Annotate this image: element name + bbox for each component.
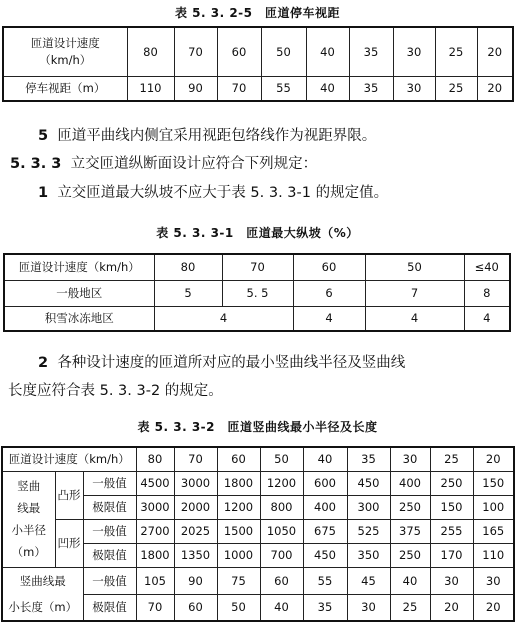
convex-limit-cell: 300 (347, 495, 390, 519)
concave-general-cell: 2025 (174, 519, 217, 543)
general-value-label: 一般值 (83, 471, 136, 495)
convex-limit-cell: 2000 (174, 495, 217, 519)
clause-5-3-3 (10, 152, 317, 173)
grade-speed-cell: 80 (154, 254, 222, 280)
clause-5-number: 5 (38, 128, 49, 144)
curve-speed-cell: 80 (136, 447, 174, 471)
concave-limit-cell: 1800 (136, 543, 174, 567)
concave-limit-cell: 170 (430, 543, 473, 567)
distance-cell: 25 (435, 76, 477, 101)
distance-cell: 110 (127, 76, 174, 101)
min-radius-label-line3: 小半径 (11, 523, 46, 537)
convex-limit-cell: 1200 (217, 495, 260, 519)
general-grade-cell: 5. 5 (222, 280, 293, 306)
concave-general-cell: 1500 (217, 519, 260, 543)
convex-general-cell: 250 (430, 471, 473, 495)
snow-area-label: 积雪冰冻地区 (4, 306, 154, 331)
grade-speed-cell: 70 (222, 254, 293, 280)
distance-cell: 20 (477, 76, 513, 101)
concave-limit-cell: 110 (473, 543, 514, 567)
concave-general-cell: 165 (473, 519, 514, 543)
convex-label: 凸形 (55, 471, 83, 519)
grade-speed-header: 匝道设计速度（km/h） (4, 254, 154, 280)
length-limit-cell: 35 (303, 594, 347, 621)
concave-general-cell: 1050 (260, 519, 303, 543)
convex-general-cell: 400 (390, 471, 430, 495)
min-radius-label-line2: 线最 (17, 501, 41, 515)
concave-label: 凹形 (55, 519, 83, 567)
length-limit-cell: 60 (174, 594, 217, 621)
distance-cell: 35 (349, 76, 393, 101)
convex-limit-cell: 150 (430, 495, 473, 519)
min-radius-label-line1: 竖曲 (17, 479, 41, 493)
stopping-distance-label: 停车视距（m） (3, 76, 127, 101)
convex-general-cell: 3000 (174, 471, 217, 495)
curve-speed-cell: 35 (347, 447, 390, 471)
length-limit-cell: 20 (430, 594, 473, 621)
grade-speed-cell: 50 (365, 254, 464, 280)
general-area-label: 一般地区 (4, 280, 154, 306)
speed-cell: 70 (174, 27, 217, 76)
curve-speed-cell: 70 (174, 447, 217, 471)
distance-cell: 40 (306, 76, 349, 101)
distance-cell: 70 (217, 76, 261, 101)
length-limit-cell: 30 (347, 594, 390, 621)
convex-general-cell: 450 (347, 471, 390, 495)
limit-value-label: 极限值 (83, 543, 136, 567)
concave-limit-cell: 1000 (217, 543, 260, 567)
curve-speed-header: 匝道设计速度（km/h） (2, 447, 136, 471)
concave-general-cell: 525 (347, 519, 390, 543)
clause-1-number: 1 (38, 185, 49, 201)
clause-5-3-3-text: 立交匝道纵断面设计应符合下列规定： (70, 156, 318, 172)
concave-limit-cell: 350 (347, 543, 390, 567)
general-grade-cell: 5 (154, 280, 222, 306)
min-length-label (2, 567, 83, 621)
concave-limit-cell: 450 (303, 543, 347, 567)
stopping-sight-distance-table (2, 26, 514, 102)
convex-general-cell: 150 (473, 471, 514, 495)
snow-grade-cell: 4 (154, 306, 293, 331)
min-radius-label (2, 471, 55, 567)
speed-cell: 35 (349, 27, 393, 76)
length-limit-cell: 20 (473, 594, 514, 621)
length-general-cell: 60 (260, 567, 303, 594)
general-grade-cell: 8 (464, 280, 510, 306)
concave-limit-cell: 1350 (174, 543, 217, 567)
vertical-curve-table (1, 446, 515, 622)
convex-limit-cell: 800 (260, 495, 303, 519)
convex-general-cell: 600 (303, 471, 347, 495)
curve-speed-cell: 60 (217, 447, 260, 471)
convex-limit-cell: 400 (303, 495, 347, 519)
clause-1-text: 立交匝道最大纵坡不应大于表 5. 3. 3-1 的规定值。 (57, 185, 389, 201)
convex-limit-cell: 100 (473, 495, 514, 519)
distance-cell: 55 (261, 76, 306, 101)
table-5-3-3-1-caption: 表 5. 3. 3-1 匝道最大纵坡（%） (156, 226, 359, 240)
speed-cell: 30 (393, 27, 435, 76)
length-general-cell: 30 (473, 567, 514, 594)
grade-speed-cell: ≤40 (464, 254, 510, 280)
speed-cell: 25 (435, 27, 477, 76)
concave-limit-cell: 700 (260, 543, 303, 567)
length-limit-cell: 70 (136, 594, 174, 621)
clause-2-text-1: 各种设计速度的匝道所对应的最小竖曲线半径及竖曲线 (57, 355, 406, 371)
concave-general-cell: 2700 (136, 519, 174, 543)
clause-2-line1 (38, 351, 405, 372)
clause-2-number: 2 (38, 355, 49, 371)
length-general-cell: 55 (303, 567, 347, 594)
length-limit-cell: 25 (390, 594, 430, 621)
limit-value-label: 极限值 (83, 495, 136, 519)
speed-cell: 60 (217, 27, 261, 76)
grade-speed-cell: 60 (293, 254, 365, 280)
convex-general-cell: 4500 (136, 471, 174, 495)
table-5-3-3-2-caption: 表 5. 3. 3-2 匝道竖曲线最小半径及长度 (137, 420, 378, 434)
general-grade-cell: 7 (365, 280, 464, 306)
concave-general-cell: 675 (303, 519, 347, 543)
curve-speed-cell: 40 (303, 447, 347, 471)
convex-limit-cell: 250 (390, 495, 430, 519)
clause-5-3-3-number: 5. 3. 3 (10, 156, 62, 172)
speed-header-line2: （km/h） (39, 52, 92, 67)
clause-5 (38, 124, 376, 145)
distance-cell: 90 (174, 76, 217, 101)
length-general-cell: 105 (136, 567, 174, 594)
length-general-cell: 30 (430, 567, 473, 594)
speed-header-line1: 匝道设计速度 (30, 35, 100, 50)
limit-value-label: 极限值 (83, 594, 136, 621)
curve-speed-cell: 20 (473, 447, 514, 471)
concave-general-cell: 375 (390, 519, 430, 543)
general-value-label: 一般值 (83, 567, 136, 594)
snow-grade-cell: 4 (293, 306, 365, 331)
convex-limit-cell: 3000 (136, 495, 174, 519)
speed-cell: 40 (306, 27, 349, 76)
clause-2-line2: 长度应符合表 5. 3. 3-2 的规定。 (8, 383, 223, 399)
speed-cell: 20 (477, 27, 513, 76)
general-value-label: 一般值 (83, 519, 136, 543)
clause-5-text: 匝道平曲线内侧宜采用视距包络线作为视距界限。 (57, 128, 377, 144)
snow-grade-cell: 4 (464, 306, 510, 331)
speed-cell: 50 (261, 27, 306, 76)
length-general-cell: 90 (174, 567, 217, 594)
curve-speed-cell: 30 (390, 447, 430, 471)
length-limit-cell: 40 (260, 594, 303, 621)
table-5-3-2-5-caption: 表 5. 3. 2-5 匝道停车视距 (174, 6, 341, 20)
speed-header (3, 27, 127, 76)
speed-cell: 80 (127, 27, 174, 76)
max-grade-table (3, 253, 511, 332)
min-radius-label-line4: （m） (11, 545, 46, 559)
snow-grade-cell: 4 (365, 306, 464, 331)
concave-general-cell: 255 (430, 519, 473, 543)
general-grade-cell: 6 (293, 280, 365, 306)
clause-1 (38, 181, 388, 202)
length-general-cell: 45 (347, 567, 390, 594)
curve-speed-cell: 50 (260, 447, 303, 471)
length-general-cell: 75 (217, 567, 260, 594)
convex-general-cell: 1800 (217, 471, 260, 495)
convex-general-cell: 1200 (260, 471, 303, 495)
concave-limit-cell: 250 (390, 543, 430, 567)
min-length-label-line2: 小长度（m） (8, 599, 78, 614)
length-general-cell: 40 (390, 567, 430, 594)
distance-cell: 30 (393, 76, 435, 101)
length-limit-cell: 50 (217, 594, 260, 621)
curve-speed-cell: 25 (430, 447, 473, 471)
min-length-label-line1: 竖曲线最 (19, 573, 66, 588)
